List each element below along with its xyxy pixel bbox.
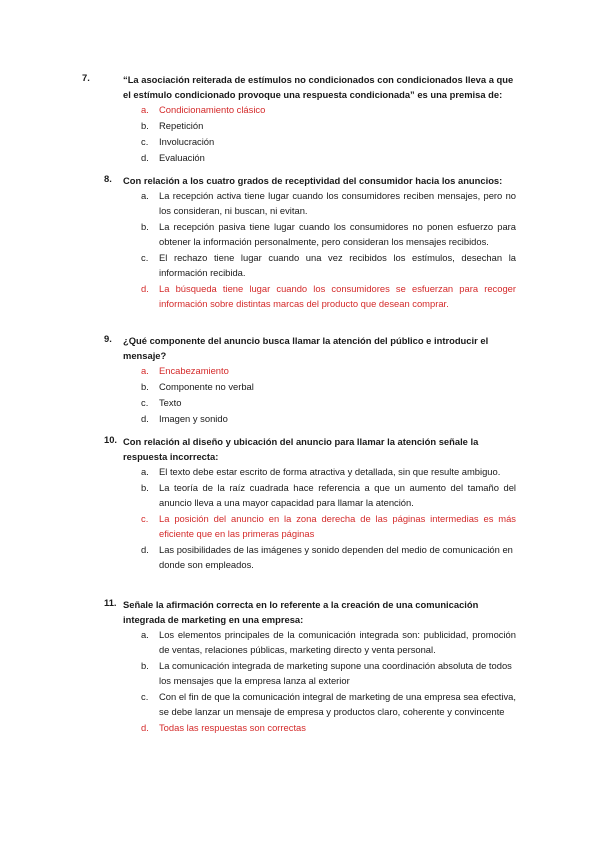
option-c: c. El rechazo tiene lugar cuando una vez recibidos los estímulos, desechan la información recibida. <box>141 252 516 278</box>
option-d: d. Imagen y sonido <box>141 413 228 424</box>
option-b: b. La comunicación integrada de marketing supone una coordinación absoluta de todos los mensajes que la empresa lanza al exterior <box>141 660 512 686</box>
question-text: “La asociación reiterada de estímulos no condicionados con condicionados lleva a que el estímulo condicionado provoque una respuesta condicionada” es una premisa de: <box>123 74 514 100</box>
option-a: a. Condicionamiento clásico <box>141 104 266 115</box>
option-a: a. El texto debe estar escrito de forma atractiva y detallada, sin que resulte ambiguo. <box>141 466 501 477</box>
options-list <box>141 363 516 427</box>
question-number: 7. <box>82 72 90 83</box>
option-c: c. La posición del anuncio en la zona derecha de las páginas intermedias es más eficiente que en las primeras páginas <box>141 513 516 539</box>
option-b: b. Repetición <box>141 120 204 131</box>
options-list <box>141 188 516 312</box>
options-list <box>141 102 516 166</box>
question-text: Con relación a los cuatro grados de receptividad del consumidor hacia los anuncios: <box>123 175 503 186</box>
option-d: d. Las posibilidades de las imágenes y sonido dependen del medio de comunicación en donde son empleados. <box>141 544 513 570</box>
option-c: c. Involucración <box>141 136 215 147</box>
question-text: ¿Qué componente del anuncio busca llamar la atención del público e introducir el mensaje? <box>123 335 489 361</box>
option-b: b. La teoría de la raíz cuadrada hace referencia a que un aumento del tamaño del anuncio lleva a una mayor capacidad para llamar la atención. <box>141 482 516 508</box>
options-list <box>141 627 516 736</box>
option-a: a. Encabezamiento <box>141 365 229 376</box>
option-a: a. Los elementos principales de la comunicación integrada son: publicidad, promoción de ventas, relaciones públicas, marketing directo y venta personal. <box>141 629 516 655</box>
option-d: d. Evaluación <box>141 152 205 163</box>
question-text: Con relación al diseño y ubicación del anuncio para llamar la atención señale la respuesta incorrecta: <box>123 436 479 462</box>
option-d: d. Todas las respuestas son correctas <box>141 722 306 733</box>
question-number: 9. <box>104 333 112 344</box>
options-list <box>141 464 516 573</box>
question-number: 11. <box>104 597 117 608</box>
option-a: a. La recepción activa tiene lugar cuando los consumidores reciben mensajes, pero no los consideran, ni buscan, ni evitan. <box>141 190 516 216</box>
question-number: 8. <box>104 173 112 184</box>
option-b: b. La recepción pasiva tiene lugar cuando los consumidores no ponen esfuerzo para obtener la información personalmente, pero consideran los mensajes recibidos. <box>141 221 516 247</box>
option-c: c. Con el fin de que la comunicación integral de marketing de una empresa sea efectiva, se debe lanzar un mensaje de empresa y productos claro, coherente y convincente <box>141 691 516 717</box>
option-b: b. Componente no verbal <box>141 381 254 392</box>
question-text: Señale la afirmación correcta en lo referente a la creación de una comunicación integrada de marketing en una empresa: <box>123 599 479 625</box>
option-c: c. Texto <box>141 397 182 408</box>
option-d: d. La búsqueda tiene lugar cuando los consumidores se esfuerzan para recoger información sobre distintas marcas del producto que desean comprar. <box>141 283 516 309</box>
question-number: 10. <box>104 434 118 445</box>
